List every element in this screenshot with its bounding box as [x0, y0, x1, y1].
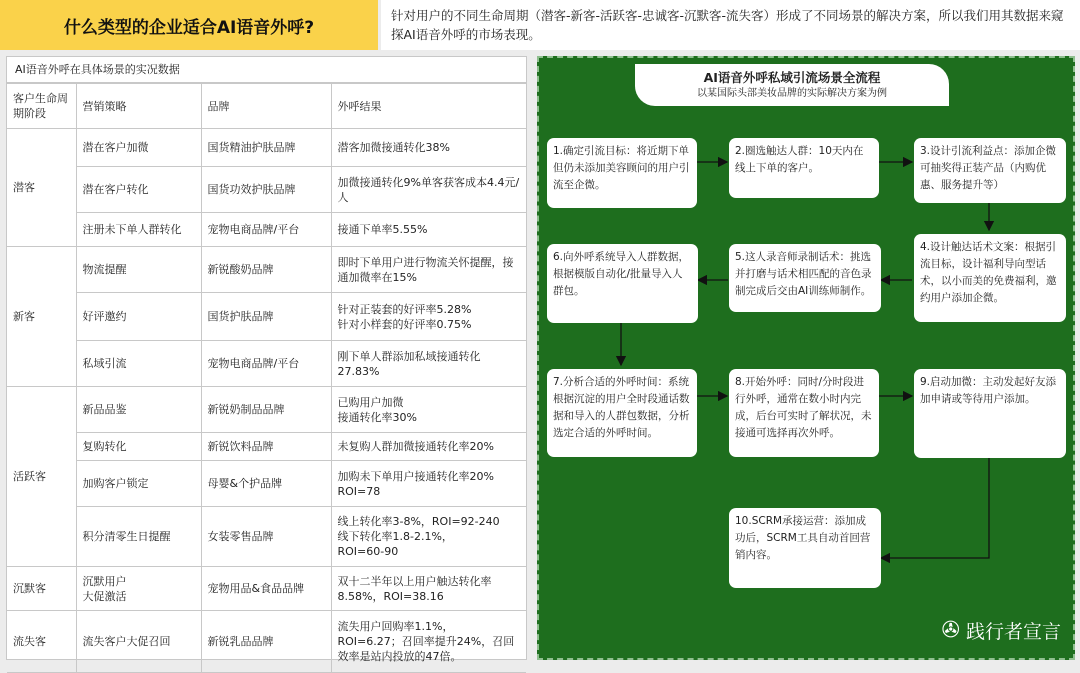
strategy-cell: 好评邀约 — [76, 293, 201, 341]
flow-step-10: 10.SCRM承接运营：添加成功后，SCRM工具自动首回营销内容。 — [729, 508, 881, 588]
strategy-cell: 物流提醒 — [76, 247, 201, 293]
result-cell: 加微接通转化9%单客获客成本4.4元/人 — [331, 167, 526, 213]
result-cell: 针对正装套的好评率5.28% 针对小样套的好评率0.75% — [331, 293, 526, 341]
table-row — [7, 461, 526, 507]
result-cell: 未复购人群加微接通转化率20% — [331, 433, 526, 461]
table-row — [7, 507, 526, 567]
table-row — [7, 129, 526, 167]
flow-step-4: 4.设计触达话术文案：根据引流目标，设计福利导向型话术，以小而美的免费福利，邀约用户添加企微。 — [914, 234, 1066, 322]
brand-cell: 宠物电商品牌/平台 — [201, 213, 331, 247]
result-cell: 刚下单人群添加私域接通转化27.83% — [331, 341, 526, 387]
result-cell: 线上转化率3-8%，ROI=92-240 线下转化率1.8-2.1%， ROI=60-90 — [331, 507, 526, 567]
header-result: 外呼结果 — [331, 84, 526, 129]
page-title: 什么类型的企业适合AI语音外呼? — [0, 0, 378, 50]
table-row — [7, 247, 526, 293]
result-cell: 双十二半年以上用户触达转化率8.58%，ROI=38.16 — [331, 567, 526, 611]
result-cell: 已购用户加微 接通转化率30% — [331, 387, 526, 433]
result-cell: 潜客加微接通转化38% — [331, 129, 526, 167]
result-cell: 接通下单率5.55% — [331, 213, 526, 247]
flow-title: AI语音外呼私域引流场景全流程 — [703, 70, 881, 85]
flow-step-1: 1.确定引流目标：将近期下单但仍未添加美容顾问的用户引流至企微。 — [547, 138, 697, 208]
strategy-cell: 沉默用户 大促激活 — [76, 567, 201, 611]
strategy-cell: 潜在客户转化 — [76, 167, 201, 213]
brand-cell: 宠物用品&食品品牌 — [201, 567, 331, 611]
table-row — [7, 567, 526, 611]
brand-cell: 新锐乳品品牌 — [201, 611, 331, 673]
brand-cell: 宠物电商品牌/平台 — [201, 341, 331, 387]
flow-step-3: 3.设计引流利益点：添加企微可抽奖得正装产品（内购优惠、服务提升等） — [914, 138, 1066, 203]
strategy-cell: 积分清零生日提醒 — [76, 507, 201, 567]
strategy-cell: 新品品鉴 — [76, 387, 201, 433]
table-row — [7, 293, 526, 341]
brand-cell: 母婴&个护品牌 — [201, 461, 331, 507]
flow-step-7: 7.分析合适的外呼时间：系统根据沉淀的用户全时段通话数据和导入的人群包数据，分析选定合适的外呼时间。 — [547, 369, 697, 457]
header-strategy: 营销策略 — [76, 84, 201, 129]
header-brand: 品牌 — [201, 84, 331, 129]
brand-cell: 国货功效护肤品牌 — [201, 167, 331, 213]
watermark — [942, 617, 1061, 644]
result-cell: 即时下单用户进行物流关怀提醒，接通加微率在15% — [331, 247, 526, 293]
brand-cell: 国货护肤品牌 — [201, 293, 331, 341]
flow-subtitle: 以某国际头部美妆品牌的实际解决方案为例 — [697, 88, 887, 99]
strategy-cell: 潜在客户加微 — [76, 129, 201, 167]
strategy-cell: 私域引流 — [76, 341, 201, 387]
watermark-text: 践行者宣言 — [965, 621, 1061, 643]
wechat-icon: ✇ — [941, 618, 960, 643]
scenario-data-table-panel — [6, 56, 527, 663]
result-cell: 流失用户回购率1.1%， ROI=6.27；召回率提升24%，召回效率是站内投放的47倍。 — [331, 611, 526, 673]
brand-cell: 新锐饮料品牌 — [201, 433, 331, 461]
flow-panel — [537, 56, 1075, 660]
flow-step-8: 8.开始外呼：同时/分时段进行外呼，通常在数小时内完成，后台可实时了解状况，未接通可选择再次外呼。 — [729, 369, 879, 457]
flow-step-2: 2.圈选触达人群：10天内在线上下单的客户。 — [729, 138, 879, 198]
stage-cell: 沉默客 — [7, 567, 76, 611]
flow-step-5: 5.这人录音师录制话术：挑选并打磨与话术相匹配的音色录制完成后交由AI训练师制作。 — [729, 244, 881, 312]
table-row — [7, 433, 526, 461]
strategy-cell: 注册未下单人群转化 — [76, 213, 201, 247]
header-description: 针对用户的不同生命周期（潜客-新客-活跃客-忠诚客-沉默客-流失客）形成了不同场景的解决方案，所以我们用其数据来窥探AI语音外呼的市场表现。 — [381, 0, 1080, 50]
strategy-cell: 加购客户锁定 — [76, 461, 201, 507]
table-row — [7, 341, 526, 387]
brand-cell: 新锐酸奶品牌 — [201, 247, 331, 293]
strategy-cell: 复购转化 — [76, 433, 201, 461]
result-cell: 加购未下单用户接通转化率20% ROI=78 — [331, 461, 526, 507]
arrow-9-10 — [881, 458, 989, 558]
stage-cell: 潜客 — [7, 129, 76, 247]
table-row — [7, 167, 526, 213]
stage-cell: 新客 — [7, 247, 76, 387]
table-row — [7, 387, 526, 433]
stage-cell: 活跃客 — [7, 387, 76, 567]
brand-cell: 新锐奶制品品牌 — [201, 387, 331, 433]
stage-cell: 流失客 — [7, 611, 76, 673]
flow-step-9: 9.启动加微：主动发起好友添加申请或等待用户添加。 — [914, 369, 1066, 458]
flow-step-6: 6.向外呼系统导入人群数据，根据模版自动化/批量导入人群包。 — [547, 244, 698, 323]
header-stage: 客户生命周期阶段 — [7, 84, 76, 129]
scenario-data-table — [7, 83, 526, 673]
table-caption: AI语音外呼在具体场景的实况数据 — [7, 57, 526, 83]
table-row — [7, 611, 526, 673]
table-row — [7, 213, 526, 247]
table-header-row — [7, 84, 526, 129]
strategy-cell: 流失客户大促召回 — [76, 611, 201, 673]
brand-cell: 国货精油护肤品牌 — [201, 129, 331, 167]
brand-cell: 女装零售品牌 — [201, 507, 331, 567]
